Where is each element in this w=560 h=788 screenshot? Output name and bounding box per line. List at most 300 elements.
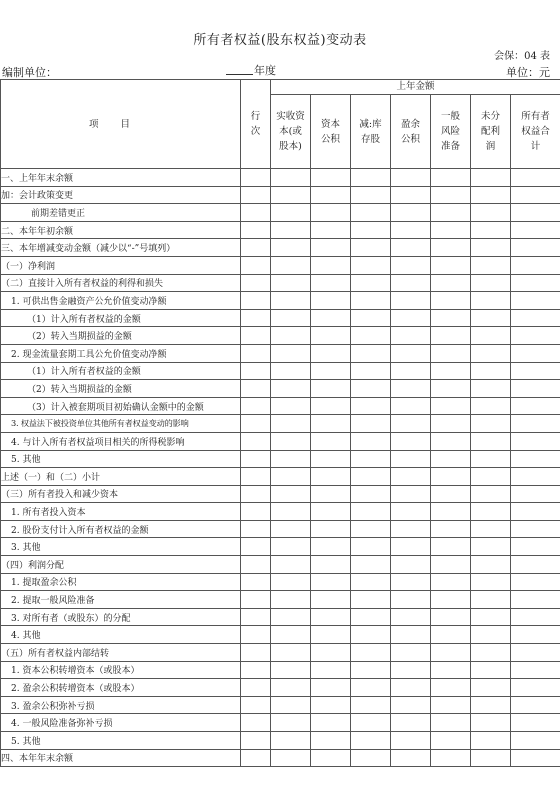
amount-cell[interactable] xyxy=(391,591,431,609)
amount-cell[interactable] xyxy=(351,503,391,521)
amount-cell[interactable] xyxy=(271,239,311,257)
amount-cell[interactable] xyxy=(471,608,511,626)
amount-cell[interactable] xyxy=(241,591,271,609)
amount-cell[interactable] xyxy=(431,749,471,767)
amount-cell[interactable] xyxy=(311,644,351,662)
row-label: 三、本年增减变动金额（减少以“-”号填列） xyxy=(1,239,241,257)
amount-cell[interactable] xyxy=(351,538,391,556)
amount-cell[interactable] xyxy=(271,573,311,591)
amount-cell[interactable] xyxy=(471,274,511,292)
amount-cell[interactable] xyxy=(431,169,471,187)
amount-cell[interactable] xyxy=(431,556,471,574)
amount-cell[interactable] xyxy=(351,432,391,450)
amount-cell[interactable] xyxy=(431,485,471,503)
amount-cell[interactable] xyxy=(271,204,311,222)
amount-cell[interactable] xyxy=(391,556,431,574)
amount-cell[interactable] xyxy=(391,468,431,486)
amount-cell[interactable] xyxy=(311,204,351,222)
amount-cell[interactable] xyxy=(351,696,391,714)
amount-cell[interactable] xyxy=(391,679,431,697)
amount-cell[interactable] xyxy=(511,327,560,345)
amount-cell[interactable] xyxy=(241,309,271,327)
amount-cell[interactable] xyxy=(391,380,431,398)
table-row xyxy=(1,256,560,274)
amount-cell[interactable] xyxy=(511,432,560,450)
amount-cell[interactable] xyxy=(311,520,351,538)
amount-cell[interactable] xyxy=(271,380,311,398)
amount-cell[interactable] xyxy=(471,344,511,362)
amount-cell[interactable] xyxy=(431,415,471,433)
amount-cell[interactable] xyxy=(271,485,311,503)
amount-cell[interactable] xyxy=(351,573,391,591)
amount-cell[interactable] xyxy=(311,256,351,274)
amount-cell[interactable] xyxy=(311,186,351,204)
amount-cell[interactable] xyxy=(311,309,351,327)
amount-cell[interactable] xyxy=(431,309,471,327)
amount-cell[interactable] xyxy=(511,679,560,697)
amount-cell[interactable] xyxy=(311,485,351,503)
amount-cell[interactable] xyxy=(311,169,351,187)
amount-cell[interactable] xyxy=(391,749,431,767)
amount-cell[interactable] xyxy=(471,503,511,521)
amount-cell[interactable] xyxy=(271,450,311,468)
amount-cell[interactable] xyxy=(471,714,511,732)
amount-cell[interactable] xyxy=(431,239,471,257)
amount-cell[interactable] xyxy=(511,696,560,714)
amount-cell[interactable] xyxy=(391,573,431,591)
amount-cell[interactable] xyxy=(431,186,471,204)
amount-cell[interactable] xyxy=(431,661,471,679)
amount-cell[interactable] xyxy=(391,503,431,521)
amount-cell[interactable] xyxy=(271,608,311,626)
amount-cell[interactable] xyxy=(311,432,351,450)
amount-cell[interactable] xyxy=(271,538,311,556)
amount-cell[interactable] xyxy=(391,732,431,750)
amount-cell[interactable] xyxy=(471,239,511,257)
amount-cell[interactable] xyxy=(241,714,271,732)
amount-cell[interactable] xyxy=(271,556,311,574)
table-row xyxy=(1,696,560,714)
row-label: 加：会计政策变更 xyxy=(1,186,241,204)
amount-cell[interactable] xyxy=(351,239,391,257)
amount-cell[interactable] xyxy=(271,256,311,274)
amount-cell[interactable] xyxy=(271,503,311,521)
amount-cell[interactable] xyxy=(391,274,431,292)
amount-cell[interactable] xyxy=(241,696,271,714)
amount-cell[interactable] xyxy=(271,644,311,662)
amount-cell[interactable] xyxy=(471,221,511,239)
table-row xyxy=(1,432,560,450)
amount-cell[interactable] xyxy=(511,274,560,292)
amount-cell[interactable] xyxy=(471,626,511,644)
amount-cell[interactable] xyxy=(431,591,471,609)
amount-cell[interactable] xyxy=(271,397,311,415)
amount-cell[interactable] xyxy=(351,450,391,468)
amount-cell[interactable] xyxy=(311,221,351,239)
amount-cell[interactable] xyxy=(391,362,431,380)
amount-cell[interactable] xyxy=(431,732,471,750)
amount-cell[interactable] xyxy=(391,450,431,468)
amount-cell[interactable] xyxy=(471,169,511,187)
amount-cell[interactable] xyxy=(471,732,511,750)
table-row xyxy=(1,644,560,662)
amount-cell[interactable] xyxy=(271,327,311,345)
amount-cell[interactable] xyxy=(241,732,271,750)
amount-cell[interactable] xyxy=(391,432,431,450)
amount-cell[interactable] xyxy=(511,661,560,679)
amount-cell[interactable] xyxy=(311,749,351,767)
row-label: （2）转入当期损益的金额 xyxy=(1,380,241,398)
amount-cell[interactable] xyxy=(391,186,431,204)
amount-cell[interactable] xyxy=(431,256,471,274)
amount-cell[interactable] xyxy=(511,292,560,310)
amount-cell[interactable] xyxy=(431,714,471,732)
amount-cell[interactable] xyxy=(511,591,560,609)
amount-cell[interactable] xyxy=(311,239,351,257)
amount-cell[interactable] xyxy=(511,397,560,415)
amount-cell[interactable] xyxy=(311,327,351,345)
amount-cell[interactable] xyxy=(391,608,431,626)
table-row xyxy=(1,204,560,222)
amount-cell[interactable] xyxy=(271,362,311,380)
amount-cell[interactable] xyxy=(431,292,471,310)
amount-cell[interactable] xyxy=(431,274,471,292)
amount-cell[interactable] xyxy=(511,186,560,204)
amount-cell[interactable] xyxy=(241,380,271,398)
amount-cell[interactable] xyxy=(271,292,311,310)
amount-cell[interactable] xyxy=(391,256,431,274)
amount-cell[interactable] xyxy=(271,432,311,450)
table-row xyxy=(1,556,560,574)
amount-cell[interactable] xyxy=(471,661,511,679)
amount-cell[interactable] xyxy=(271,309,311,327)
amount-cell[interactable] xyxy=(391,292,431,310)
amount-cell[interactable] xyxy=(431,468,471,486)
amount-cell[interactable] xyxy=(241,573,271,591)
amount-cell[interactable] xyxy=(431,696,471,714)
amount-cell[interactable] xyxy=(431,608,471,626)
amount-cell[interactable] xyxy=(241,485,271,503)
table-row xyxy=(1,573,560,591)
amount-cell[interactable] xyxy=(471,309,511,327)
row-label: 前期差错更正 xyxy=(1,204,241,222)
amount-cell[interactable] xyxy=(311,468,351,486)
amount-cell[interactable] xyxy=(511,468,560,486)
amount-cell[interactable] xyxy=(431,221,471,239)
amount-cell[interactable] xyxy=(471,696,511,714)
amount-cell[interactable] xyxy=(391,644,431,662)
meta-row xyxy=(0,62,560,78)
row-label: （四）利润分配 xyxy=(1,556,241,574)
amount-cell[interactable] xyxy=(511,520,560,538)
amount-cell[interactable] xyxy=(351,749,391,767)
amount-cell[interactable] xyxy=(351,362,391,380)
amount-cell[interactable] xyxy=(471,520,511,538)
amount-cell[interactable] xyxy=(471,468,511,486)
amount-cell[interactable] xyxy=(271,274,311,292)
amount-cell[interactable] xyxy=(351,186,391,204)
amount-cell[interactable] xyxy=(311,679,351,697)
unit-label: 单位：元 xyxy=(506,66,550,79)
amount-cell[interactable] xyxy=(511,608,560,626)
amount-cell[interactable] xyxy=(391,239,431,257)
amount-cell[interactable] xyxy=(271,661,311,679)
amount-cell[interactable] xyxy=(311,380,351,398)
amount-cell[interactable] xyxy=(511,573,560,591)
amount-cell[interactable] xyxy=(391,696,431,714)
amount-cell[interactable] xyxy=(511,415,560,433)
amount-cell[interactable] xyxy=(271,696,311,714)
amount-cell[interactable] xyxy=(271,591,311,609)
amount-cell[interactable] xyxy=(471,256,511,274)
amount-cell[interactable] xyxy=(241,556,271,574)
row-label: 5. 其他 xyxy=(1,732,241,750)
amount-cell[interactable] xyxy=(511,626,560,644)
amount-cell[interactable] xyxy=(471,556,511,574)
amount-cell[interactable] xyxy=(471,362,511,380)
amount-cell[interactable] xyxy=(511,256,560,274)
amount-cell[interactable] xyxy=(271,221,311,239)
amount-cell[interactable] xyxy=(391,538,431,556)
amount-cell[interactable] xyxy=(391,415,431,433)
amount-cell[interactable] xyxy=(511,169,560,187)
amount-cell[interactable] xyxy=(311,626,351,644)
amount-cell[interactable] xyxy=(351,327,391,345)
amount-cell[interactable] xyxy=(351,169,391,187)
amount-cell[interactable] xyxy=(351,380,391,398)
amount-cell[interactable] xyxy=(471,485,511,503)
amount-cell[interactable] xyxy=(471,591,511,609)
amount-cell[interactable] xyxy=(511,538,560,556)
amount-cell[interactable] xyxy=(351,221,391,239)
amount-cell[interactable] xyxy=(241,608,271,626)
amount-cell[interactable] xyxy=(311,503,351,521)
amount-cell[interactable] xyxy=(511,309,560,327)
amount-cell[interactable] xyxy=(241,221,271,239)
amount-cell[interactable] xyxy=(471,186,511,204)
amount-cell[interactable] xyxy=(241,344,271,362)
row-label: 二、本年年初余额 xyxy=(1,221,241,239)
amount-cell[interactable] xyxy=(391,714,431,732)
amount-cell[interactable] xyxy=(391,204,431,222)
amount-cell[interactable] xyxy=(471,644,511,662)
amount-cell[interactable] xyxy=(271,520,311,538)
amount-cell[interactable] xyxy=(511,714,560,732)
amount-cell[interactable] xyxy=(311,591,351,609)
amount-cell[interactable] xyxy=(511,204,560,222)
amount-cell[interactable] xyxy=(351,204,391,222)
amount-cell[interactable] xyxy=(431,432,471,450)
amount-cell[interactable] xyxy=(241,749,271,767)
amount-cell[interactable] xyxy=(511,450,560,468)
amount-cell[interactable] xyxy=(311,538,351,556)
amount-cell[interactable] xyxy=(241,362,271,380)
amount-cell[interactable] xyxy=(431,450,471,468)
amount-cell[interactable] xyxy=(351,644,391,662)
amount-cell[interactable] xyxy=(311,714,351,732)
amount-cell[interactable] xyxy=(271,468,311,486)
amount-cell[interactable] xyxy=(471,432,511,450)
amount-cell[interactable] xyxy=(271,169,311,187)
amount-cell[interactable] xyxy=(351,344,391,362)
amount-cell[interactable] xyxy=(511,556,560,574)
amount-cell[interactable] xyxy=(471,679,511,697)
amount-cell[interactable] xyxy=(241,626,271,644)
amount-cell[interactable] xyxy=(391,309,431,327)
amount-cell[interactable] xyxy=(311,362,351,380)
amount-cell[interactable] xyxy=(391,344,431,362)
amount-cell[interactable] xyxy=(241,327,271,345)
amount-cell[interactable] xyxy=(311,573,351,591)
amount-cell[interactable] xyxy=(511,239,560,257)
amount-cell[interactable] xyxy=(241,520,271,538)
amount-cell[interactable] xyxy=(431,362,471,380)
form-code: 会保：04 表 xyxy=(494,51,550,62)
amount-cell[interactable] xyxy=(311,450,351,468)
amount-cell[interactable] xyxy=(241,450,271,468)
amount-cell[interactable] xyxy=(471,327,511,345)
amount-cell[interactable] xyxy=(431,644,471,662)
amount-cell[interactable] xyxy=(271,626,311,644)
amount-cell[interactable] xyxy=(431,204,471,222)
amount-cell[interactable] xyxy=(311,556,351,574)
amount-cell[interactable] xyxy=(511,732,560,750)
amount-cell[interactable] xyxy=(241,256,271,274)
amount-cell[interactable] xyxy=(391,221,431,239)
amount-cell[interactable] xyxy=(351,608,391,626)
table-row xyxy=(1,274,560,292)
amount-cell[interactable] xyxy=(351,256,391,274)
amount-cell[interactable] xyxy=(391,169,431,187)
amount-cell[interactable] xyxy=(351,591,391,609)
amount-cell[interactable] xyxy=(431,573,471,591)
amount-cell[interactable] xyxy=(471,380,511,398)
amount-cell[interactable] xyxy=(241,397,271,415)
amount-cell[interactable] xyxy=(241,538,271,556)
amount-cell[interactable] xyxy=(351,732,391,750)
amount-cell[interactable] xyxy=(271,344,311,362)
amount-cell[interactable] xyxy=(311,661,351,679)
amount-cell[interactable] xyxy=(311,292,351,310)
amount-cell[interactable] xyxy=(351,397,391,415)
amount-cell[interactable] xyxy=(431,679,471,697)
amount-cell[interactable] xyxy=(241,432,271,450)
amount-cell[interactable] xyxy=(431,520,471,538)
amount-cell[interactable] xyxy=(271,679,311,697)
amount-cell[interactable] xyxy=(511,221,560,239)
amount-cell[interactable] xyxy=(241,186,271,204)
amount-cell[interactable] xyxy=(241,644,271,662)
amount-cell[interactable] xyxy=(351,309,391,327)
amount-cell[interactable] xyxy=(391,626,431,644)
amount-cell[interactable] xyxy=(271,732,311,750)
amount-cell[interactable] xyxy=(471,204,511,222)
amount-cell[interactable] xyxy=(241,415,271,433)
amount-cell[interactable] xyxy=(511,749,560,767)
amount-cell[interactable] xyxy=(471,415,511,433)
amount-cell[interactable] xyxy=(511,644,560,662)
amount-cell[interactable] xyxy=(391,661,431,679)
amount-cell[interactable] xyxy=(471,397,511,415)
amount-cell[interactable] xyxy=(431,538,471,556)
col-header-paid-in-capital: 实收资本(或股本) xyxy=(271,95,311,169)
amount-cell[interactable] xyxy=(311,732,351,750)
amount-cell[interactable] xyxy=(511,362,560,380)
amount-cell[interactable] xyxy=(241,274,271,292)
amount-cell[interactable] xyxy=(351,520,391,538)
amount-cell[interactable] xyxy=(311,415,351,433)
row-label: （五）所有者权益内部结转 xyxy=(1,644,241,662)
amount-cell[interactable] xyxy=(471,450,511,468)
amount-cell[interactable] xyxy=(351,679,391,697)
amount-cell[interactable] xyxy=(471,749,511,767)
amount-cell[interactable] xyxy=(471,573,511,591)
amount-cell[interactable] xyxy=(351,415,391,433)
amount-cell[interactable] xyxy=(241,468,271,486)
amount-cell[interactable] xyxy=(271,186,311,204)
amount-cell[interactable] xyxy=(431,344,471,362)
amount-cell[interactable] xyxy=(511,503,560,521)
amount-cell[interactable] xyxy=(471,538,511,556)
amount-cell[interactable] xyxy=(241,292,271,310)
amount-cell[interactable] xyxy=(431,380,471,398)
amount-cell[interactable] xyxy=(511,380,560,398)
table-row xyxy=(1,186,560,204)
row-label: 3. 盈余公积弥补亏损 xyxy=(1,696,241,714)
amount-cell[interactable] xyxy=(271,749,311,767)
amount-cell[interactable] xyxy=(271,415,311,433)
amount-cell[interactable] xyxy=(471,292,511,310)
row-label: 1. 可供出售金融资产公允价值变动净额 xyxy=(1,292,241,310)
amount-cell[interactable] xyxy=(431,327,471,345)
amount-cell[interactable] xyxy=(351,714,391,732)
amount-cell[interactable] xyxy=(241,503,271,521)
amount-cell[interactable] xyxy=(241,204,271,222)
amount-cell[interactable] xyxy=(351,292,391,310)
amount-cell[interactable] xyxy=(271,714,311,732)
amount-cell[interactable] xyxy=(391,327,431,345)
amount-cell[interactable] xyxy=(351,556,391,574)
amount-cell[interactable] xyxy=(391,520,431,538)
row-label: （三）所有者投入和减少资本 xyxy=(1,485,241,503)
row-label: 4. 其他 xyxy=(1,626,241,644)
amount-cell[interactable] xyxy=(241,679,271,697)
amount-cell[interactable] xyxy=(431,626,471,644)
amount-cell[interactable] xyxy=(351,485,391,503)
amount-cell[interactable] xyxy=(311,397,351,415)
amount-cell[interactable] xyxy=(391,397,431,415)
org-label: 编制单位： xyxy=(2,66,57,79)
amount-cell[interactable] xyxy=(431,397,471,415)
amount-cell[interactable] xyxy=(511,485,560,503)
amount-cell[interactable] xyxy=(311,344,351,362)
amount-cell[interactable] xyxy=(241,169,271,187)
amount-cell[interactable] xyxy=(391,485,431,503)
amount-cell[interactable] xyxy=(241,239,271,257)
amount-cell[interactable] xyxy=(431,503,471,521)
amount-cell[interactable] xyxy=(311,696,351,714)
amount-cell[interactable] xyxy=(511,344,560,362)
row-label: 4. 一般风险准备弥补亏损 xyxy=(1,714,241,732)
amount-cell[interactable] xyxy=(311,274,351,292)
amount-cell[interactable] xyxy=(351,661,391,679)
amount-cell[interactable] xyxy=(311,608,351,626)
year-label: 年度 xyxy=(254,64,276,77)
amount-cell[interactable] xyxy=(351,274,391,292)
amount-cell[interactable] xyxy=(351,468,391,486)
amount-cell[interactable] xyxy=(351,626,391,644)
amount-cell[interactable] xyxy=(241,661,271,679)
